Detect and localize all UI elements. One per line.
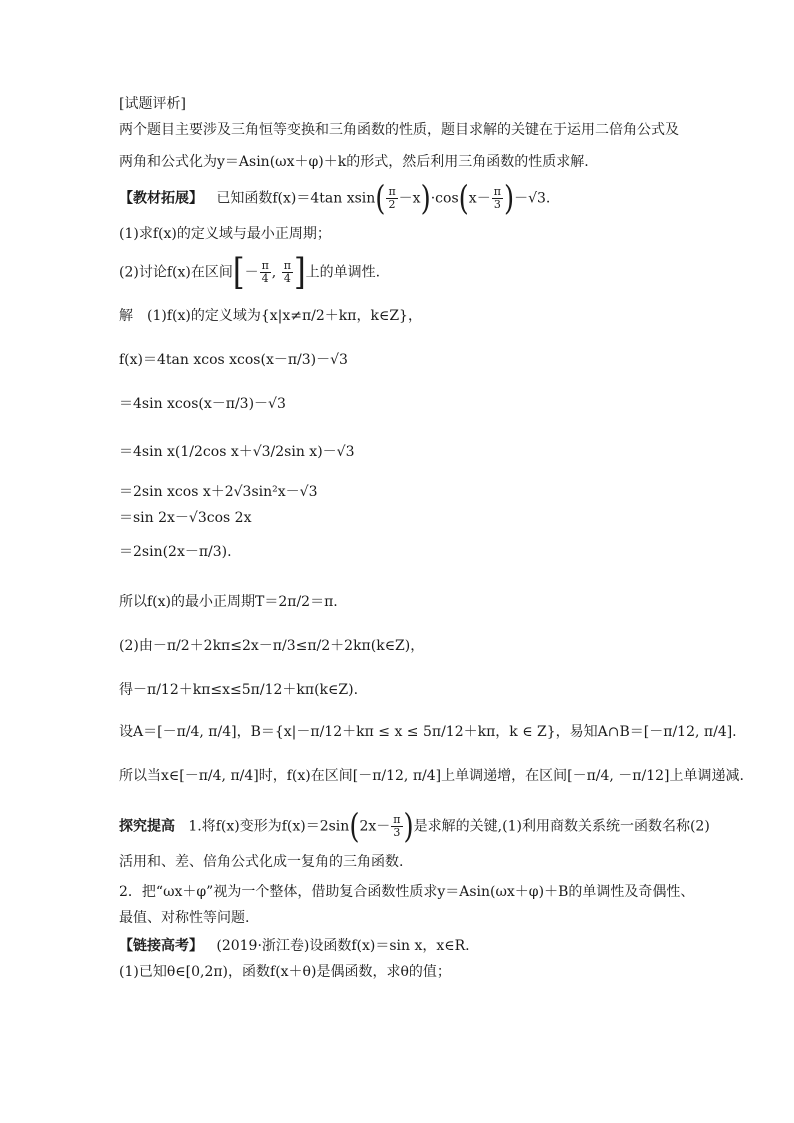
analysis-line-1: 两个题目主要涉及三角恒等变换和三角函数的性质，题目求解的关键在于运用二倍角公式及 xyxy=(119,122,679,138)
solution-line-3: ＝4sin xcos(x－π/3)－√3 xyxy=(119,396,286,412)
solution-line-5: ＝2sin xcos x＋2√3sin²x－√3 xyxy=(119,484,318,500)
textbook-ext-tag: 【教材拓展】 xyxy=(119,190,203,207)
solution-line-8: 所以f(x)的最小正周期T＝2π/2＝π. xyxy=(119,594,338,610)
solution-line-2: f(x)＝4tan xcos xcos(x－π/3)－√3 xyxy=(119,352,348,368)
link-exam: 【链接高考】 (2019·浙江卷)设函数f(x)＝sin x，x∈R. xyxy=(119,938,470,954)
question-1: (1)求f(x)的定义域与最小正周期； xyxy=(119,226,331,242)
inquiry-paragraph-1-cont: 活用和、差、倍角公式化成一复角的三角函数. xyxy=(119,854,404,870)
inquiry-paragraph-1: 探究提高 1.将f(x)变形为f(x)＝2sin(2x－ $\frac{\pi}{3}$ )是求解的关键,(1)利用商数关系统一函数名称(2) xyxy=(119,807,710,846)
question-2: (2)讨论f(x)在区间[－ $\frac{\pi}{4}$ , $\frac{\pi}{4}$ ]上的单调性. xyxy=(119,250,381,293)
solution-line-1: 解 (1)f(x)的定义域为{x|x≠π/2＋kπ，k∈Z}， xyxy=(119,308,422,324)
statement-part-c: －√3. xyxy=(514,190,551,207)
solution-line-9: (2)由－π/2＋2kπ≤2x－π/3≤π/2＋2kπ(k∈Z)， xyxy=(119,638,425,654)
textbook-ext-statement: 【教材拓展】 已知函数f(x)＝4tan xsin( $\frac{\pi}{2}$ －x)·cos(x－ $\frac{\pi}{3}$ )－√3. xyxy=(119,179,551,218)
statement-part-a: 已知函数f(x)＝4tan xsin xyxy=(216,190,376,207)
link-exam-tag: 【链接高考】 xyxy=(119,938,203,954)
inquiry-tag: 探究提高 xyxy=(119,818,175,835)
analysis-line-2: 两角和公式化为y＝Asin(ωx＋φ)＋k的形式，然后利用三角函数的性质求解. xyxy=(119,154,589,170)
solution-line-11: 设A＝[－π/4, π/4]，B＝{x|－π/12＋kπ ≤ x ≤ 5π/12＋kπ，k ∈ Z}，易知A∩B＝[－π/12, π/4]. xyxy=(119,724,737,740)
solution-line-6: ＝sin 2x－√3cos 2x xyxy=(119,510,252,526)
solution-line-7: ＝2sin(2x－π/3). xyxy=(119,544,232,560)
section-label: [试题评析] xyxy=(119,96,186,112)
statement-part-b: ·cos xyxy=(430,190,459,207)
solution-line-10: 得－π/12＋kπ≤x≤5π/12＋kπ(k∈Z). xyxy=(119,682,359,698)
inquiry-paragraph-2: 2．把“ωx＋φ”视为一个整体，借助复合函数性质求y＝Asin(ωx＋φ)＋B的单调性及奇偶性、 xyxy=(119,884,695,900)
link-exam-question-1: (1)已知θ∈[0,2π)，函数f(x＋θ)是偶函数，求θ的值； xyxy=(119,964,451,980)
solution-line-12: 所以当x∈[－π/4, π/4]时，f(x)在区间[－π/12, π/4]上单调递增，在区间[－π/4, －π/12]上单调递减. xyxy=(119,768,744,784)
inquiry-paragraph-2-cont: 最值、对称性等问题. xyxy=(119,910,250,926)
solution-line-4: ＝4sin x(1/2cos x＋√3/2sin x)－√3 xyxy=(119,444,355,460)
